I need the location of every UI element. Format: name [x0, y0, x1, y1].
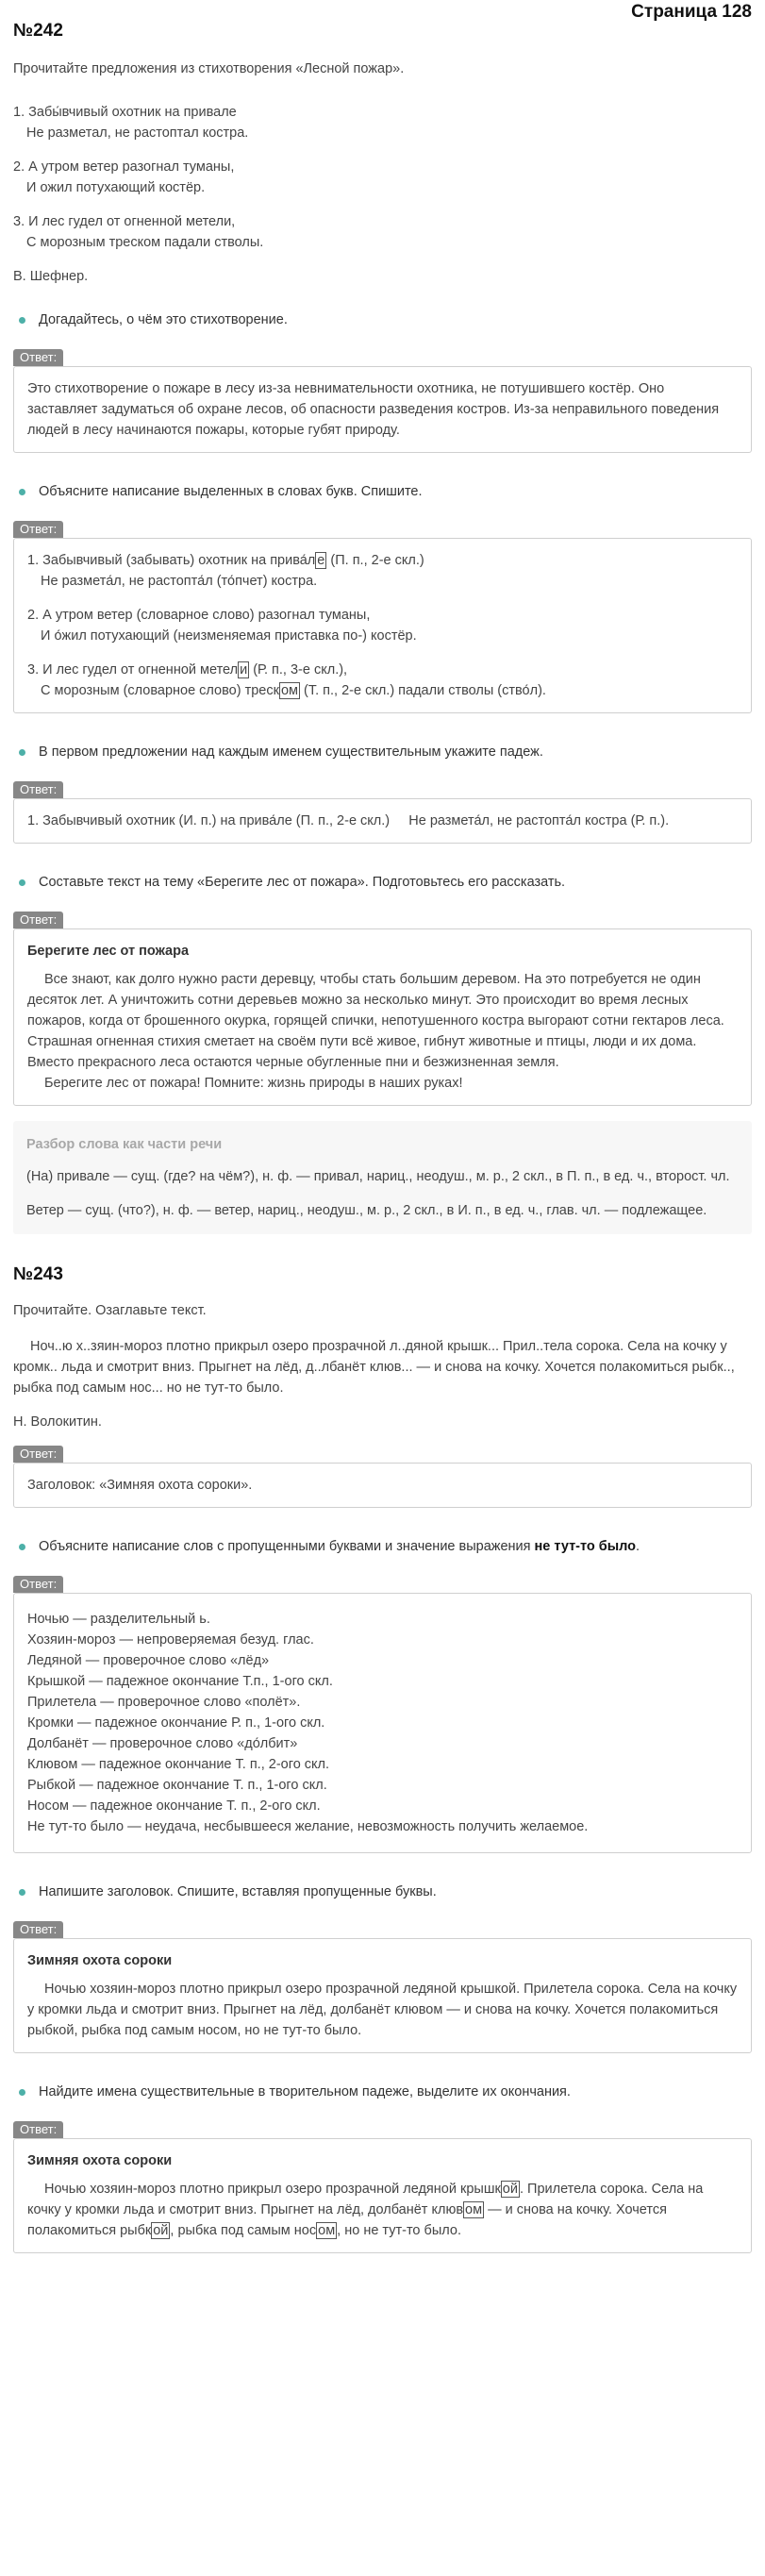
exercise-243-title: №243 — [13, 1264, 63, 1284]
task-emphasis: не тут-то было — [534, 1539, 637, 1554]
answer-label: Ответ: — [13, 1921, 63, 1938]
answer-block — [13, 912, 752, 1106]
poem-stanza — [13, 157, 752, 198]
bullet-icon — [19, 1544, 25, 1550]
answer-heading: Зимняя охота сороки — [27, 2153, 173, 2168]
task-text: Напишите заголовок. Спишите, вставляя пропущенные буквы. — [39, 1884, 437, 1899]
poem-line: 2. А утром ветер разогнал туманы, — [13, 159, 235, 175]
task-text: Найдите имена существительные в творительном падеже, выделите их окончания. — [39, 2084, 571, 2099]
task-item — [13, 1882, 752, 1902]
poem-line: С морозным треском падали стволы. — [26, 235, 264, 250]
answer-line: Кромки — падежное окончание Р. п., 1-ого скл. — [27, 1715, 325, 1731]
bullet-icon — [19, 749, 25, 756]
answer-block — [13, 1446, 752, 1508]
bullet-icon — [19, 2089, 25, 2096]
answer-label: Ответ: — [13, 2121, 63, 2138]
answer-box — [13, 366, 752, 453]
answer-line: Хозяин-мороз — непроверяемая безуд. глас. — [27, 1632, 314, 1648]
answer-label: Ответ: — [13, 521, 63, 538]
highlighted-ending: ой — [153, 2223, 169, 2238]
answer-stanza — [27, 605, 738, 646]
answer-paragraph: Берегите лес от пожара! Помните: жизнь природы в наших руках! — [44, 1076, 463, 1091]
task-text: Догадайтесь, о чём это стихотворение. — [39, 312, 288, 327]
answer-line: Долбанёт — проверочное слово «до́лбит» — [27, 1736, 298, 1751]
task-text: Объясните написание слов с пропущенными буквами и значение выражения не тут-то было. — [39, 1539, 640, 1554]
page-number: Страница 128 — [631, 2, 752, 22]
answer-stanza — [27, 550, 738, 592]
exercise-242 — [13, 59, 752, 2253]
task-item — [13, 1536, 752, 1557]
poem-line: 1. Забы́вчивый охотник на привале — [13, 105, 237, 120]
answer-line: Клювом — падежное окончание Т. п., 2-ого скл. — [27, 1757, 330, 1772]
task-item — [13, 872, 752, 893]
exercise-intro: Прочитайте. Озаглавьте текст. — [13, 1303, 207, 1318]
answer-line: Не размета́л, не растопта́л (то́пчет) костра. — [41, 574, 318, 589]
task-item — [13, 309, 752, 330]
poem-stanza — [13, 102, 752, 143]
answer-line: Не тут-то было — неудача, несбывшееся желание, невозможность получить желаемое. — [27, 1819, 589, 1834]
exercise-author: Н. Волокитин. — [13, 1414, 102, 1430]
answer-text: Заголовок: «Зимняя охота сороки». — [27, 1478, 253, 1493]
exercise-242-title: №242 — [13, 21, 63, 41]
answer-line: Прилетела — проверочное слово «полёт». — [27, 1695, 301, 1710]
answer-heading: Зимняя охота сороки — [27, 1953, 173, 1968]
answer-box — [13, 538, 752, 713]
answer-block — [13, 349, 752, 453]
answer-line: 2. А утром ветер (словарное слово) разогнал туманы, — [27, 608, 371, 623]
bullet-icon — [19, 489, 25, 495]
answer-line: Ночью — разделительный ь. — [27, 1612, 210, 1627]
answer-paragraph: Ночью хозяин-мороз плотно прикрыл озеро прозрачной ледяной крышкой. Прилетела сорока. Села на кочку у кромки льда и смотрит вниз. Прыгнет на лёд, долбанёт клювом — и снова на кочку. Хочется полакомиться рыбкой, рыбка под самым носом, но не тут-то было. — [27, 1982, 738, 2038]
answer-line: 1. Забывчивый (забывать) охотник на прива́л е (П. п., 2-е скл.) — [27, 553, 424, 568]
answer-box — [13, 1463, 752, 1508]
task-item — [13, 742, 752, 762]
answer-line: С морозным (словарное слово) треск ом (Т. п., 2-е скл.) падали стволы (ство́л). — [41, 683, 546, 698]
answer-box — [13, 798, 752, 844]
answer-line: Крышкой — падежное окончание Т.п., 1-ого скл. — [27, 1674, 333, 1689]
answer-line: Ледяной — проверочное слово «лёд» — [27, 1653, 270, 1668]
poem-author: В. Шефнер. — [13, 269, 89, 284]
exercise-intro: Прочитайте предложения из стихотворения «Лесной пожар». — [13, 61, 405, 76]
task-text: В первом предложении над каждым именем существительным укажите падеж. — [39, 744, 543, 760]
answer-line: Рыбкой — падежное окончание Т. п., 1-ого скл. — [27, 1778, 327, 1793]
answer-box — [13, 1938, 752, 2053]
answer-line: 3. И лес гудел от огненной метел и (Р. п., 3-е скл.), — [27, 662, 348, 677]
answer-box — [13, 928, 752, 1106]
answer-block — [13, 521, 752, 713]
word-parse-block — [13, 1121, 752, 1234]
answer-box — [13, 1593, 752, 1853]
answer-block — [13, 1921, 752, 2053]
highlighted-ending: ой — [502, 2182, 518, 2197]
answer-block — [13, 781, 752, 844]
bullet-icon — [19, 879, 25, 886]
highlighted-ending: и — [240, 662, 248, 677]
answer-text: 1. Забывчивый охотник (И. п.) на прива́ле (П. п., 2-е скл.) Не размета́л, не растопта́л костра (Р. п.). — [27, 813, 670, 828]
poem — [13, 102, 752, 287]
highlighted-ending: ом — [280, 683, 298, 698]
answer-label: Ответ: — [13, 912, 63, 928]
answer-stanza — [27, 660, 738, 701]
task-item — [13, 2082, 752, 2102]
answer-text: Это стихотворение о пожаре в лесу из-за невнимательности охотника, не потушившего костёр. Оно заставляет задуматься об охране лесов, об опасности разведения костров. Из-за неправильного поведения людей в лесу начинаются пожары, которые губят природу. — [27, 381, 720, 438]
task-text: Составьте текст на тему «Берегите лес от пожара». Подготовьтесь его рассказать. — [39, 875, 566, 890]
task-text: Объясните написание выделенных в словах букв. Спишите. — [39, 484, 423, 499]
word-parse-text: Ветер — сущ. (что?), н. ф. — ветер, нариц., неодуш., м. р., 2 скл., в И. п., в ед. ч., глав. чл. — подлежащее. — [26, 1203, 707, 1218]
bullet-icon — [19, 1889, 25, 1896]
answer-line: Носом — падежное окончание Т. п., 2-ого скл. — [27, 1798, 321, 1814]
bullet-icon — [19, 317, 25, 324]
highlighted-ending: е — [317, 553, 325, 568]
poem-line: Не разметал, не растоптал костра. — [26, 125, 249, 141]
answer-block — [13, 1576, 752, 1853]
answer-heading: Берегите лес от пожара — [27, 944, 190, 959]
answer-label: Ответ: — [13, 1576, 63, 1593]
answer-label: Ответ: — [13, 349, 63, 366]
answer-line: И о́жил потухающий (неизменяемая приставка по-) костёр. — [41, 628, 417, 644]
answer-paragraph: Все знают, как долго нужно расти деревцу, чтобы стать большим деревом. На это потребуется не один десяток лет. А уничтожить сотни деревьев можно за несколько минут. Это происходит во время лесных пожаров, когда от брошенного окурка, горящей спички, непотушенного костра выгорают сотни гектаров леса. Страшная огненная стихия сметает на своём пути всё живое, гибнут животные и птицы, люди и их дома. Вместо прекрасного леса остаются черные обугленные пни и безжизненная земля. — [27, 972, 724, 1070]
highlighted-ending: ом — [465, 2202, 483, 2217]
task-item — [13, 481, 752, 502]
poem-line: И ожил потухающий костёр. — [26, 180, 206, 195]
answer-label: Ответ: — [13, 781, 63, 798]
highlighted-ending: ом — [318, 2223, 336, 2238]
answer-label: Ответ: — [13, 1446, 63, 1463]
word-parse-heading: Разбор слова как части речи — [26, 1137, 223, 1152]
answer-paragraph: Ночью хозяин-мороз плотно прикрыл озеро прозрачной ледяной крышк ой . Прилетела сорока. Села на кочку у кромки льда и смотрит вниз. Прыгнет на лёд, долбанёт клюв ом — и снова на кочку. Хочется полакомиться рыбк ой , рыбка под самым нос ом , но не тут-то было. — [27, 2182, 704, 2238]
poem-stanza — [13, 211, 752, 253]
poem-line: 3. И лес гудел от огненной метели, — [13, 214, 236, 229]
answer-block — [13, 2121, 752, 2253]
word-parse-text: (На) привале — сущ. (где? на чём?), н. ф. — привал, нариц., неодуш., м. р., 2 скл., в П. п., в ед. ч., второст. чл. — [26, 1169, 730, 1184]
answer-box — [13, 2138, 752, 2253]
exercise-text: Ноч..ю х..зяин-мороз плотно прикрыл озеро прозрачной л..дяной крышк... Прил..тела сорока. Села на кочку у кромк.. льда и смотрит вниз. Прыгнет на лёд, д..лбанёт клюв... — и снова на кочку. Хочется полакомиться рыбк.., рыбка под самым нос... но не тут-то было. — [13, 1339, 735, 1396]
